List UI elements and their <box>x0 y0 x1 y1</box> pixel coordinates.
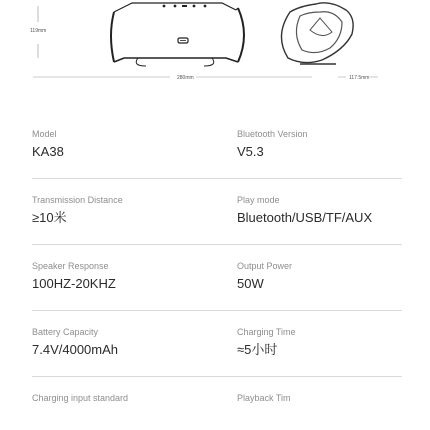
spec-item-output-power <box>237 261 292 292</box>
spec-label: Bluetooth Version <box>237 129 308 139</box>
spec-label: Output Power <box>237 261 293 271</box>
spec-row <box>32 113 402 179</box>
spec-label: Battery Capacity <box>32 327 99 337</box>
spec-value: ≈5小时 <box>237 342 278 357</box>
spec-item-model <box>32 129 64 160</box>
spec-value: 50W <box>237 276 264 291</box>
spec-value: 7.4V/4000mAh <box>32 342 119 357</box>
spec-label: Charging input standard <box>32 393 129 403</box>
spec-value: Bluetooth/USB/TF/AUX <box>237 210 373 225</box>
spec-row <box>32 179 402 245</box>
spec-row <box>32 311 402 377</box>
spec-item-play-mode <box>237 195 372 226</box>
spec-item-speaker-response <box>32 261 116 292</box>
spec-item-playback-time <box>237 393 291 408</box>
spec-label: Transmission Distance <box>32 195 123 205</box>
spec-row <box>32 377 402 430</box>
height-dimension-label: 119mm <box>30 28 47 34</box>
spec-table <box>32 113 402 430</box>
spec-item-charging-input-standard <box>32 393 128 408</box>
spec-value: 100HZ-20KHZ <box>32 276 116 291</box>
spec-label: Play mode <box>237 195 280 205</box>
depth-dimension-label: 117.5mm <box>349 75 370 81</box>
spec-item-bluetooth-version <box>237 129 308 160</box>
spec-row <box>32 245 402 311</box>
spec-label: Speaker Response <box>32 261 109 271</box>
spec-item-transmission-distance <box>32 195 123 226</box>
spec-label: Playback Tim <box>237 393 291 403</box>
spec-item-charging-time <box>237 327 296 358</box>
spec-item-battery-capacity <box>32 327 118 358</box>
spec-value: KA38 <box>32 144 64 159</box>
width-dimension-label: 280mm <box>177 75 194 81</box>
spec-value: ≥10米 <box>32 210 67 225</box>
spec-label: Model <box>32 129 57 139</box>
spec-label: Charging Time <box>237 327 296 337</box>
product-dimension-diagram <box>0 0 430 92</box>
spec-value: V5.3 <box>237 144 264 159</box>
